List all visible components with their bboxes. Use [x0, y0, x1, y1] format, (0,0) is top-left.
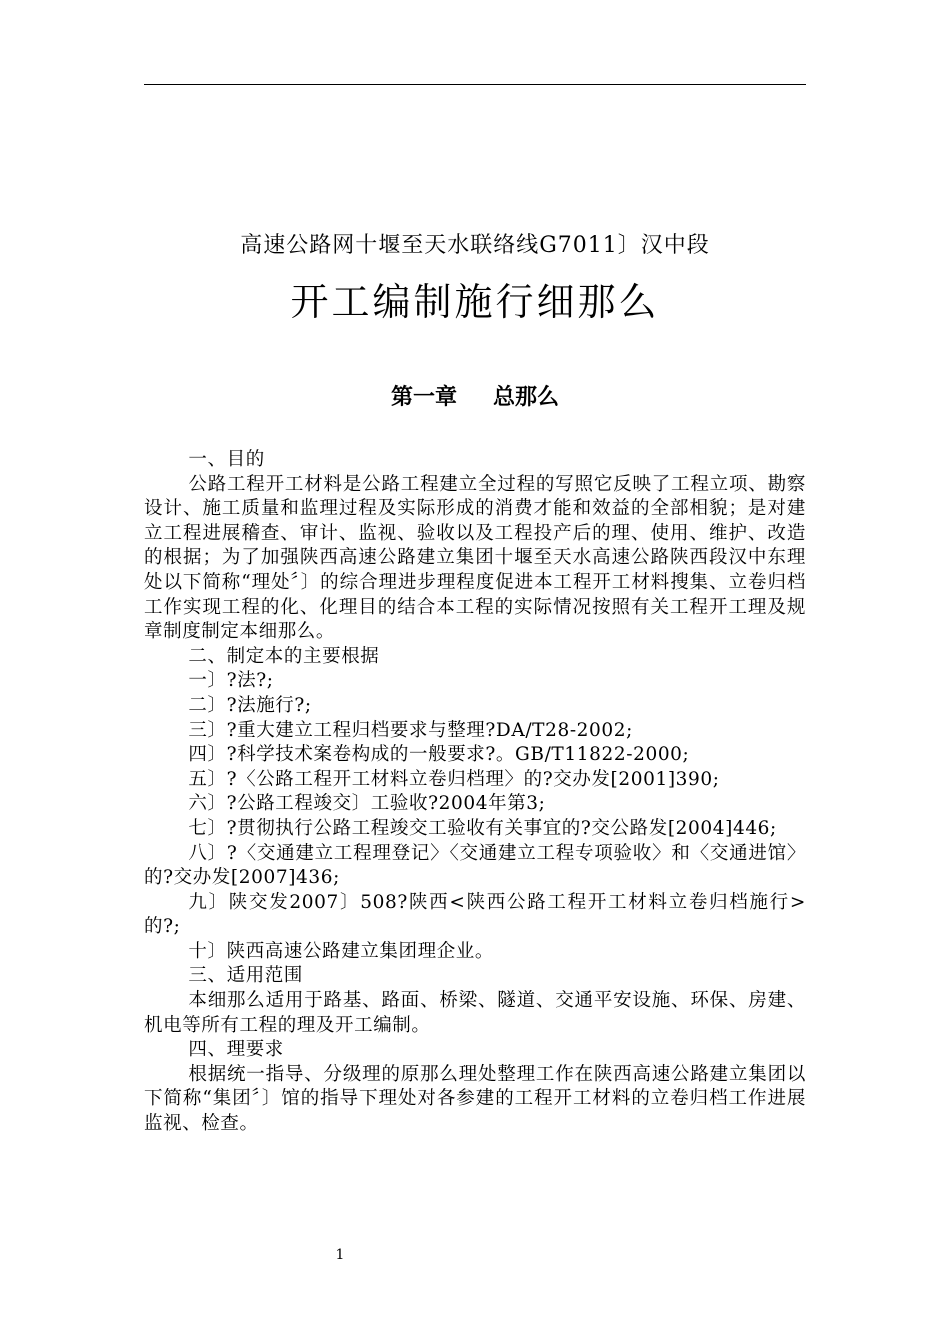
header-rule [144, 84, 806, 85]
chapter-number: 第一章 [390, 385, 457, 410]
paragraph-purpose: 公路工程开工材料是公路工程建立全过程的写照它反映了工程立项、勘察设计、施工质量和监理过程及实际形成的消费才能和效益的全部相貌；是对建立工程进展稽查、审计、监视、验收以及工程投产后的理、使用、维护、改造的根据；为了加强陕西高速公路建立集团十堰至天水高速公路陕西段汉中东理处以下简称“理处〞〕的综合理进步理程度促进本工程开工材料搜集、立卷归档工作实现工程的化、化理目的结合本工程的实际情况按照有关工程开工理及规章制度制定本细那么。 [144, 473, 806, 643]
basis-item-1: 一〕?法?; [188, 670, 274, 692]
basis-item-2: 二〕?法施行?; [188, 694, 312, 716]
document-subtitle: 高速公路网十堰至天水联络线G7011〕汉中段 [240, 233, 710, 258]
paragraph-requirements: 根据统一指导、分级理的原那么理处整理工作在陕西高速公路建立集团以下简称“集团〞〕馆的指导下理处对各参建的工程开工材料的立卷归档工作进展监视、检查。 [144, 1063, 806, 1135]
section-heading-scope: 三、适用范围 [188, 965, 303, 987]
basis-item-4: 四〕?科学技术案卷构成的一般要求?。GB/T11822-2000; [188, 744, 690, 766]
basis-item-8: 八〕?〈交通建立工程理登记〉〈交通建立工程专项验收〉和〈交通进馆〉的?交办发[2007]436; [144, 842, 806, 889]
section-heading-requirements: 四、理要求 [188, 1039, 284, 1061]
basis-item-10: 十〕陕西高速公路建立集团理企业。 [188, 940, 494, 962]
section-heading-basis: 二、制定本的主要根据 [188, 645, 380, 667]
body-text [144, 448, 806, 1137]
basis-item-3: 三〕?重大建立工程归档要求与整理?DA/T28-2002; [188, 719, 633, 741]
chapter-heading [0, 383, 950, 413]
basis-item-9: 九〕陕交发2007〕508?陕西<陕西公路工程开工材料立卷归档施行>的?; [144, 891, 806, 938]
page-number: 1 [335, 1247, 345, 1263]
basis-item-6: 六〕?公路工程竣交〕工验收?2004年第3; [188, 793, 546, 815]
basis-item-5: 五〕?〈公路工程开工材料立卷归档理〉的?交办发[2001]390; [188, 768, 720, 790]
paragraph-scope: 本细那么适用于路基、路面、桥梁、隧道、交通平安设施、环保、房建、机电等所有工程的理及开工编制。 [144, 990, 806, 1036]
chapter-name: 总那么 [493, 385, 560, 410]
document-title: 开工编制施行细那么 [290, 280, 660, 324]
section-heading-purpose: 一、目的 [188, 449, 265, 470]
basis-item-7: 七〕?贯彻执行公路工程竣交工验收有关事宜的?交公路发[2004]446; [188, 817, 777, 839]
